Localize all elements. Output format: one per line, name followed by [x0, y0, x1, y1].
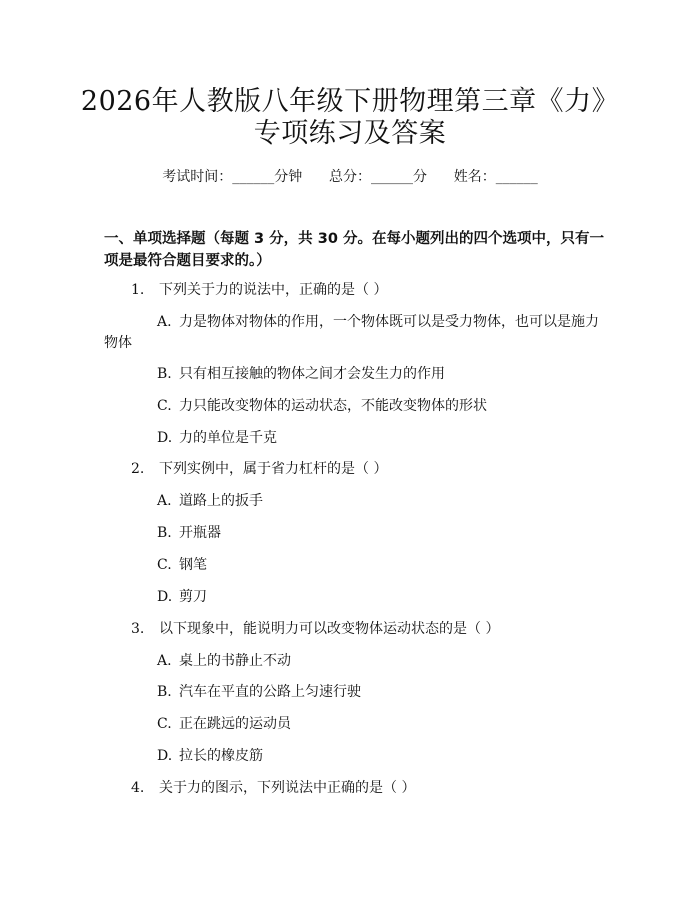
option-text: 力只能改变物体的运动状态，不能改变物体的形状: [179, 398, 487, 414]
question-1-option-c: [157, 396, 487, 416]
option-text: 剪刀: [179, 589, 207, 605]
question-text: 下列实例中，属于省力杠杆的是（ ）: [159, 461, 388, 477]
option-label: B.: [157, 366, 172, 382]
option-label: B.: [157, 525, 172, 541]
question-number: 3.: [131, 621, 145, 637]
question-1-option-d: [157, 428, 277, 448]
option-label: C.: [157, 557, 172, 573]
option-text: 桌上的书静止不动: [179, 653, 291, 669]
option-text: 开瓶器: [179, 525, 221, 541]
question-1-option-a-continuation: 物体: [104, 335, 132, 351]
option-label: D.: [157, 430, 173, 446]
option-text: 道路上的扳手: [179, 493, 263, 509]
question-2-option-a: [157, 491, 263, 511]
option-label: A.: [157, 314, 172, 330]
question-number: 4.: [131, 780, 145, 796]
question-3-option-a: [157, 651, 291, 671]
option-text: 正在跳远的运动员: [179, 716, 291, 732]
option-text: 力的单位是千克: [179, 430, 277, 446]
option-text: 钢笔: [179, 557, 207, 573]
question-2: [131, 459, 387, 479]
document-title-line2: 专项练习及答案: [253, 118, 447, 149]
option-label: C.: [157, 398, 172, 414]
option-text: 拉长的橡皮筋: [179, 748, 263, 764]
question-3-option-d: [157, 746, 263, 766]
option-text: 力是物体对物体的作用，一个物体既可以是受力物体，也可以是施力: [179, 314, 599, 330]
question-2-option-c: [157, 555, 207, 575]
question-2-option-d: [157, 587, 207, 607]
question-number: 1.: [131, 282, 145, 298]
question-3-option-c: [157, 714, 291, 734]
option-label: C.: [157, 716, 172, 732]
question-text: 下列关于力的说法中，正确的是（ ）: [159, 282, 388, 298]
option-label: D.: [157, 748, 173, 764]
option-label: D.: [157, 589, 173, 605]
question-text: 以下现象中，能说明力可以改变物体运动状态的是（ ）: [159, 621, 500, 637]
question-1-option-a: [157, 312, 599, 332]
exam-meta-line: 考试时间：______分钟 总分：______分 姓名：______: [162, 169, 538, 185]
question-text: 关于力的图示，下列说法中正确的是（ ）: [159, 780, 416, 796]
option-label: B.: [157, 684, 172, 700]
question-1-option-b: [157, 364, 445, 384]
document-title-line1: 2026年人教版八年级下册物理第三章《力》: [80, 86, 620, 117]
question-1: [131, 280, 387, 300]
option-label: A.: [157, 493, 172, 509]
section-heading: 一、单项选择题（每题 3 分，共 30 分。在每小题列出的四个选项中，只有一项是最符合题目要求的。）: [104, 231, 604, 269]
question-3: [131, 619, 499, 639]
option-text: 只有相互接触的物体之间才会发生力的作用: [179, 366, 445, 382]
option-label: A.: [157, 653, 172, 669]
option-text: 汽车在平直的公路上匀速行驶: [179, 684, 361, 700]
question-4: [131, 778, 415, 798]
question-number: 2.: [131, 461, 145, 477]
question-3-option-b: [157, 682, 361, 702]
question-2-option-b: [157, 523, 221, 543]
